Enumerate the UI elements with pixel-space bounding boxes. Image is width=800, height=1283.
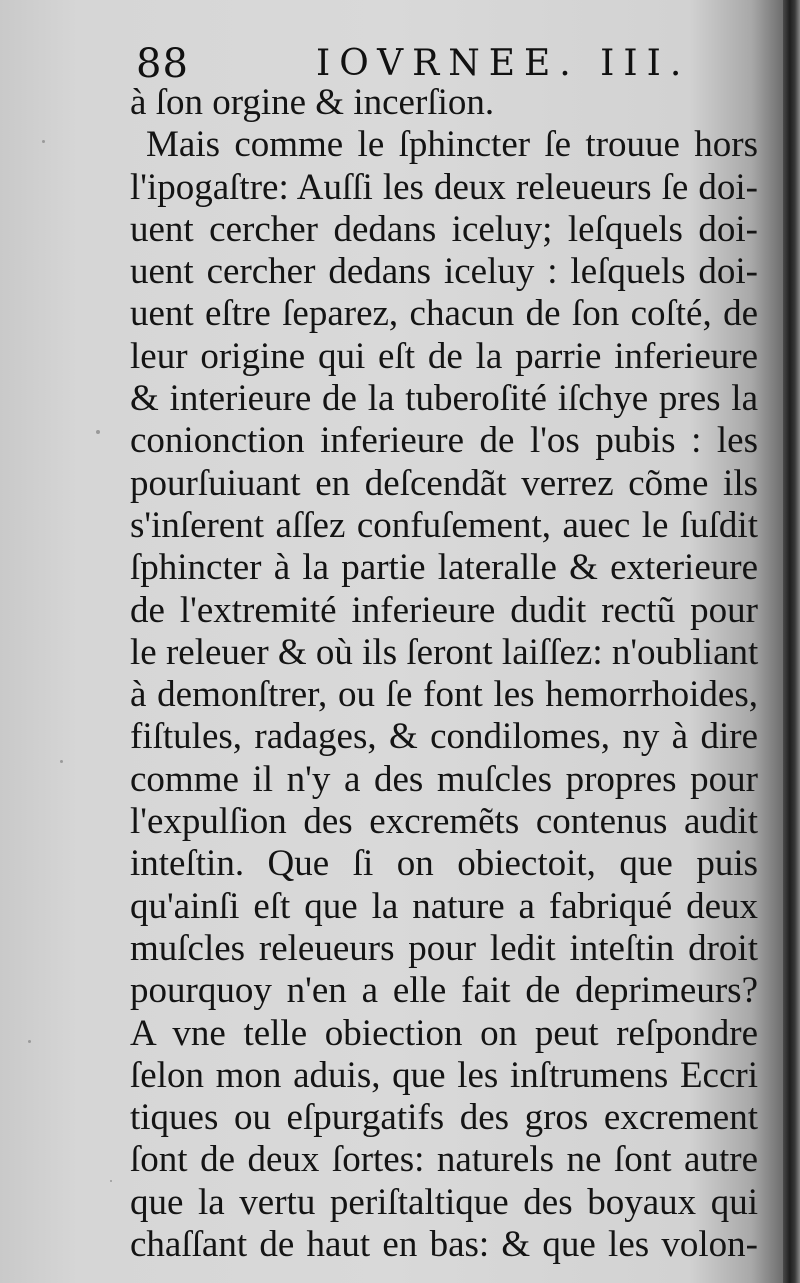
text-line: comme il n'y a des muſcles propres pour xyxy=(130,758,758,800)
text-line: & interieure de la tuberoſité iſchye pres la xyxy=(130,378,758,420)
text-line: qu'ainſi eſt que la nature a fabriqué deux xyxy=(130,885,758,927)
text-line: l'expulſion des excremẽts contenus audit xyxy=(130,801,758,843)
text-line: A vne telle obiection on peut reſpondre xyxy=(130,1012,758,1054)
text-line: l'ipogaſtre: Auſſi les deux releueurs ſe doi- xyxy=(130,166,758,208)
text-line: Mais comme le ſphincter ſe trouue hors xyxy=(146,124,758,166)
text-line: uent eſtre ſeparez, chacun de ſon coſté, de xyxy=(130,293,758,335)
paper-speck xyxy=(60,760,63,763)
text-line: muſcles releueurs pour ledit inteſtin droit xyxy=(130,927,758,969)
text-line: tiques ou eſpurgatifs des gros excrement xyxy=(130,1097,758,1139)
text-line: le releuer & où ils ſeront laiſſez: n'oubliant xyxy=(130,631,759,673)
paper-speck xyxy=(28,1040,31,1043)
text-line: uent cercher dedans iceluy : leſquels doi- xyxy=(130,251,758,293)
paper-speck xyxy=(110,1180,112,1182)
text-line: à demonſtrer, ou ſe font les hemorrhoides, xyxy=(130,674,758,716)
text-line: à ſon orgine & incerſion. xyxy=(130,82,495,123)
text-line: s'inſerent aſſez confuſement, auec le ſuſdit xyxy=(130,504,758,546)
text-line: inteſtin. Que ſi on obiectoit, que puis xyxy=(130,843,758,885)
paper-speck xyxy=(42,140,45,143)
binding-gutter xyxy=(783,0,800,1283)
text-line: chaſſant de haut en bas: & que les volon- xyxy=(130,1224,758,1266)
body-text xyxy=(130,82,758,1266)
text-line: conionction inferieure de l'os pubis : les xyxy=(130,420,758,462)
page-number: 88 xyxy=(136,41,189,87)
text-line: de l'extremité inferieure dudit rectũ pour xyxy=(130,589,758,631)
text-line: leur origine qui eſt de la parrie inferieure xyxy=(130,335,758,377)
text-line: ſelon mon aduis, que les inſtrumens Eccri xyxy=(130,1054,758,1096)
text-line: que la vertu periſtaltique des boyaux qui xyxy=(130,1181,758,1223)
text-line: uent cercher dedans iceluy; leſquels doi- xyxy=(130,208,758,250)
text-line: fiſtules, radages, & condilomes, ny à dire xyxy=(130,716,758,758)
text-line: pourquoy n'en a elle fait de deprimeurs? xyxy=(130,970,758,1012)
text-line: ſont de deux ſortes: naturels ne ſont autre xyxy=(130,1139,758,1181)
running-head: IOVRNEE. III. xyxy=(316,43,691,84)
text-line: ſphincter à la partie lateralle & exterieure xyxy=(130,547,758,589)
paper-speck xyxy=(96,430,100,434)
text-line: pourſuiuant en deſcendãt verrez cõme ils xyxy=(130,462,758,504)
